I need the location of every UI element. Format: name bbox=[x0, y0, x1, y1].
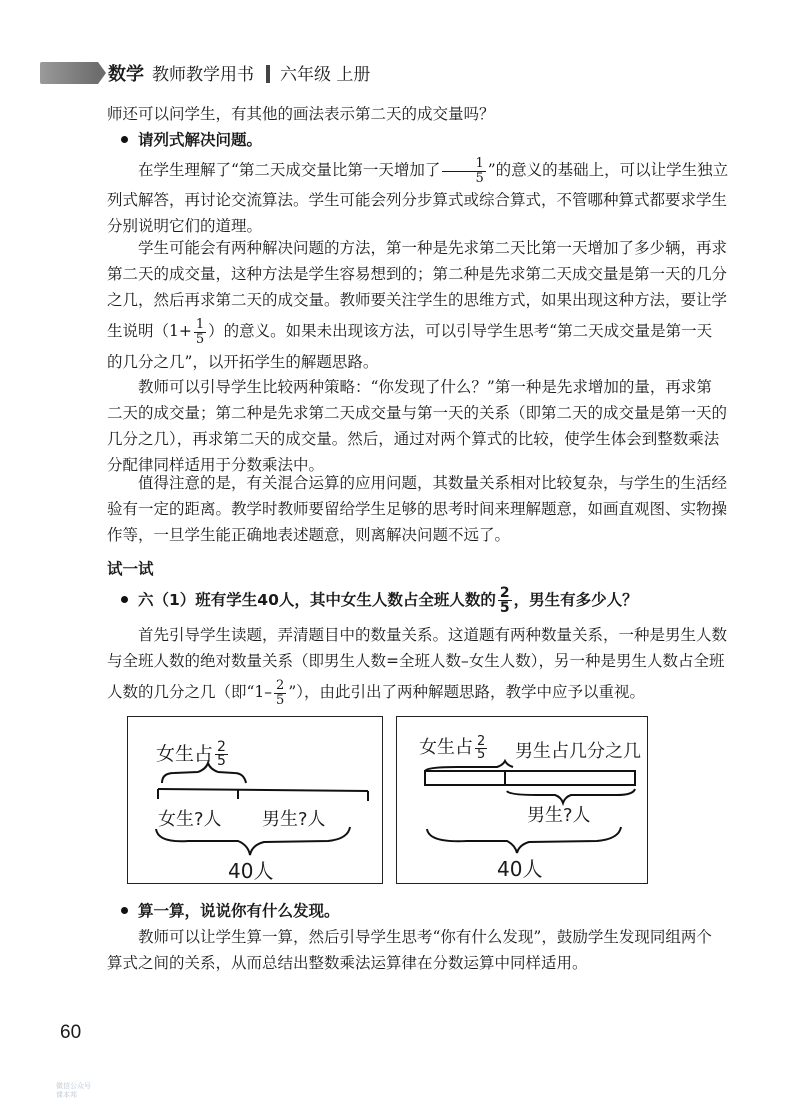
frac-num: 2 bbox=[477, 733, 486, 749]
bullet-heading bbox=[107, 127, 715, 153]
watermark-line: 课本邦 bbox=[56, 1091, 77, 1099]
label-total: 40人 bbox=[497, 857, 543, 881]
paragraph-4 bbox=[107, 470, 728, 548]
page-number: 60 bbox=[60, 1022, 82, 1043]
text-line: 与全班人数的绝对数量关系（即男生人数=全班人数–女生人数），另一种是男生人数占全班 bbox=[107, 652, 725, 670]
header-subject: 数学 bbox=[108, 64, 144, 85]
frac-num: 2 bbox=[276, 677, 285, 693]
text-line: 算式之间的关系，从而总结出整数乘法运算律在分数运算中同样适用。 bbox=[107, 954, 588, 972]
text-line: 值得注意的是，有关混合运算的应用问题，其数量关系相对比较复杂，与学生的生活经 bbox=[138, 474, 728, 492]
text-line: 验有一定的距离。教学时教师要留给学生足够的思考时间来理解题意，如画直观图、实物操 bbox=[107, 500, 728, 518]
watermark bbox=[56, 1082, 91, 1100]
text-span: 生说明（1+ bbox=[107, 322, 192, 340]
text-span: 六（1）班有学生40人，其中女生人数占全班人数的 bbox=[138, 591, 496, 609]
paragraph-3 bbox=[107, 374, 728, 478]
label-girls-count: 女生?人 bbox=[158, 809, 222, 830]
fraction-one-fifth bbox=[442, 157, 485, 186]
fraction-two-fifths bbox=[498, 586, 512, 615]
label-text: 女生占 bbox=[156, 743, 214, 765]
frac-num: 1 bbox=[195, 316, 205, 332]
text-line: 师还可以问学生，有其他的画法表示第二天的成交量吗？ bbox=[107, 105, 495, 123]
paragraph-6 bbox=[107, 898, 715, 976]
bullet-dot-icon bbox=[121, 136, 128, 143]
text-line bbox=[107, 313, 715, 349]
fraction-two-fifths bbox=[274, 679, 286, 708]
text-line bbox=[107, 674, 715, 710]
text-line: 首先引导学生读题，弄清题目中的数量关系。这道题有两种数量关系，一种是男生人数 bbox=[138, 626, 728, 644]
header-separator bbox=[266, 65, 270, 83]
text-line: 学生可能会有两种解决问题的方法，第一种是先求第二天比第一天增加了多少辆，再求 bbox=[138, 239, 728, 257]
problem-statement bbox=[107, 582, 715, 618]
label-total: 40人 bbox=[228, 859, 274, 883]
label-text: 女生占 bbox=[419, 737, 473, 758]
text-line: 第二天的成交量，这种方法是学生容易想到的；第二种是先求第二天成交量是第一天的几分 bbox=[107, 265, 728, 283]
frac-num: 2 bbox=[499, 585, 510, 601]
frac-den: 5 bbox=[499, 600, 510, 616]
label-boys-ratio: 男生占几分之几 bbox=[515, 741, 641, 762]
header-grade: 六年级 上册 bbox=[280, 65, 371, 85]
bullet-label: 请列式解决问题。 bbox=[138, 131, 263, 149]
text-line: 分别说明它们的道理。 bbox=[107, 217, 263, 235]
text-span: ，男生有多少人？ bbox=[513, 591, 638, 609]
text-line: 之几，然后再求第二天的成交量。教师要关注学生的思维方式，如果出现这种方法，要让学 bbox=[107, 291, 728, 309]
text-line: 二天的成交量；第二种是先求第二天成交量与第一天的关系（即第二天的成交量是第一天的 bbox=[107, 404, 728, 422]
text-span: 在学生理解了“第二天成交量比第一天增加了 bbox=[138, 161, 441, 179]
bullet-label: 算一算，说说你有什么发现。 bbox=[138, 902, 340, 920]
frac-den: 5 bbox=[217, 753, 226, 769]
text-span: ”的意义的基础上，可以让学生独立 bbox=[487, 161, 729, 179]
text-line: 列式解答，再讨论交流算法。学生可能会列分步算式或综合算式，不管哪种算式都要求学生 bbox=[107, 191, 728, 209]
bullet-heading bbox=[107, 582, 715, 618]
frac-den: 5 bbox=[276, 692, 285, 708]
text-line: 分配律同样适用于分数乘法中。 bbox=[107, 456, 325, 474]
fraction-one-fifth bbox=[194, 318, 206, 347]
text-line: 教师可以让学生算一算，然后引导学生思考“你有什么发现”，鼓励学生发现同组两个 bbox=[138, 928, 712, 946]
text-span: ）的意义。如果未出现该方法，可以引导学生思考“第二天成交量是第一天 bbox=[208, 322, 713, 340]
frac-num: 1 bbox=[442, 157, 485, 172]
paragraph-1 bbox=[107, 101, 729, 239]
text-line: 作等，一旦学生能正确地表述题意，则离解决问题不远了。 bbox=[107, 526, 511, 544]
text-span: 人数的几分之几（即“1– bbox=[107, 683, 273, 701]
section-title: 试一试 bbox=[107, 560, 154, 578]
text-line: 几分之几），再求第二天的成交量。然后，通过对两个算式的比较，使学生体会到整数乘法 bbox=[107, 430, 720, 448]
frac-den: 5 bbox=[477, 746, 486, 762]
frac-num: 2 bbox=[217, 739, 226, 755]
text-line: 教师可以引导学生比较两种策略：“你发现了什么？”第一种是先求增加的量，再求第 bbox=[138, 378, 712, 396]
paragraph-2 bbox=[107, 235, 728, 375]
running-header bbox=[108, 60, 370, 86]
bullet-dot-icon bbox=[121, 596, 128, 603]
text-line: 的几分之几”，以开拓学生的解题思路。 bbox=[107, 353, 379, 371]
paragraph-5 bbox=[107, 622, 728, 710]
bullet-dot-icon bbox=[121, 907, 128, 914]
header-book: 教师教学用书 bbox=[152, 65, 254, 85]
frac-den: 5 bbox=[195, 331, 205, 347]
diagram-method-1 bbox=[127, 716, 383, 884]
header-decoration-bar bbox=[40, 62, 98, 84]
watermark-line: 微信公众号 bbox=[56, 1082, 91, 1090]
text-line bbox=[107, 153, 729, 187]
frac-den: 5 bbox=[475, 170, 484, 186]
bullet-heading bbox=[107, 898, 715, 924]
label-boys-count: 男生?人 bbox=[262, 809, 326, 830]
label-boys-count: 男生?人 bbox=[527, 805, 591, 826]
diagram-method-2 bbox=[396, 716, 648, 884]
text-span: ”），由此引出了两种解题思路，教学中应予以重视。 bbox=[288, 683, 646, 701]
